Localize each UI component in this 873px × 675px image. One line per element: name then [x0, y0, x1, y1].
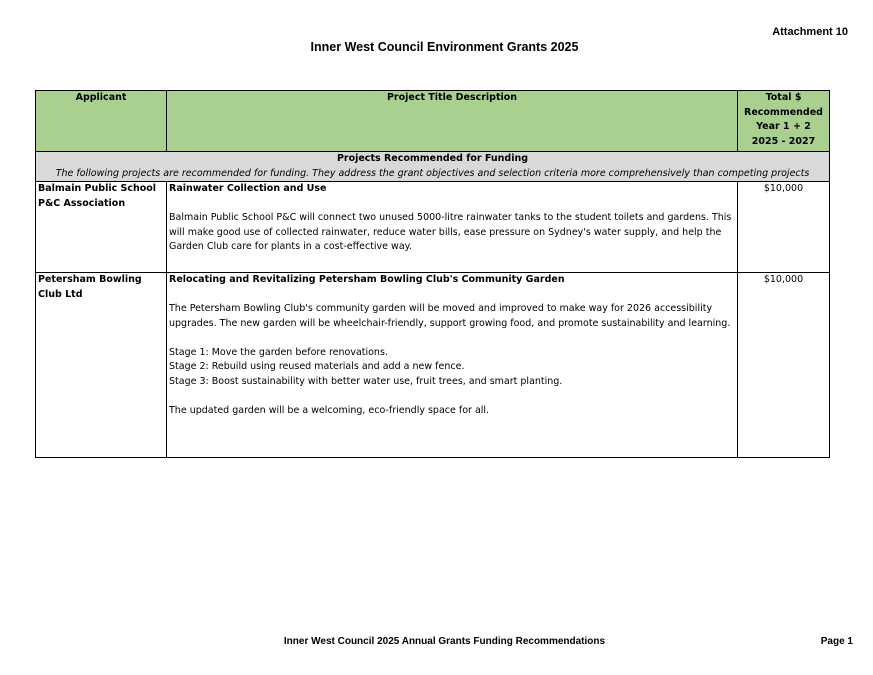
- amount-cell: $10,000: [738, 182, 830, 273]
- total-header-line: Total $: [765, 92, 802, 103]
- page-title: Inner West Council Environment Grants 2025: [310, 40, 579, 54]
- project-title: Relocating and Revitalizing Petersham Bowling Club's Community Garden: [169, 274, 565, 285]
- section-cell: [36, 152, 830, 182]
- table-row: [36, 182, 830, 273]
- project-cell: [167, 182, 738, 273]
- section-subtitle: The following projects are recommended for funding. They address the grant objectives and selection criteria more comprehensively than competing projects: [55, 167, 810, 179]
- project-description: Balmain Public School P&C will connect two unused 5000-litre rainwater tanks to the student toilets and gardens. This will make good use of collected rainwater, reduce water bills, ease pressure on Sydney's water supply, and help the Garden Club care for plants in a cost-effective way.: [169, 212, 732, 252]
- applicant-cell: Petersham Bowling Club Ltd: [36, 273, 167, 458]
- total-header-line: Recommended: [744, 106, 823, 118]
- page-number: Page 1: [820, 636, 853, 647]
- footer-text: Inner West Council 2025 Annual Grants Funding Recommendations: [283, 636, 606, 647]
- total-header-line: Year 1 + 2: [756, 121, 811, 132]
- applicant-cell: Balmain Public School P&C Association: [36, 182, 167, 273]
- total-header: [738, 91, 830, 152]
- attachment-label: Attachment 10: [772, 26, 848, 38]
- table-header-row: [36, 91, 830, 152]
- section-row: [36, 152, 830, 182]
- project-summary: The updated garden will be a welcoming, eco-friendly space for all.: [169, 404, 490, 416]
- table-row: [36, 273, 830, 458]
- project-description: The Petersham Bowling Club's community garden will be moved and improved to make way for 2026 accessibility upgrades. The new garden will be wheelchair-friendly, support growing food, and promote sustainability and learning.: [169, 303, 731, 329]
- project-header: Project Title Description: [167, 91, 738, 152]
- project-stage: Stage 2: Rebuild using reused materials and add a new fence.: [169, 361, 465, 372]
- applicant-header: Applicant: [36, 91, 167, 152]
- section-title: Projects Recommended for Funding: [336, 153, 529, 164]
- project-cell: [167, 273, 738, 458]
- amount-cell: $10,000: [738, 273, 830, 458]
- project-title: Rainwater Collection and Use: [169, 183, 327, 194]
- grants-table: [35, 90, 830, 458]
- total-header-line: 2025 - 2027: [751, 135, 816, 147]
- project-stage: Stage 3: Boost sustainability with better water use, fruit trees, and smart planting.: [169, 375, 563, 387]
- project-stage: Stage 1: Move the garden before renovations.: [169, 346, 388, 358]
